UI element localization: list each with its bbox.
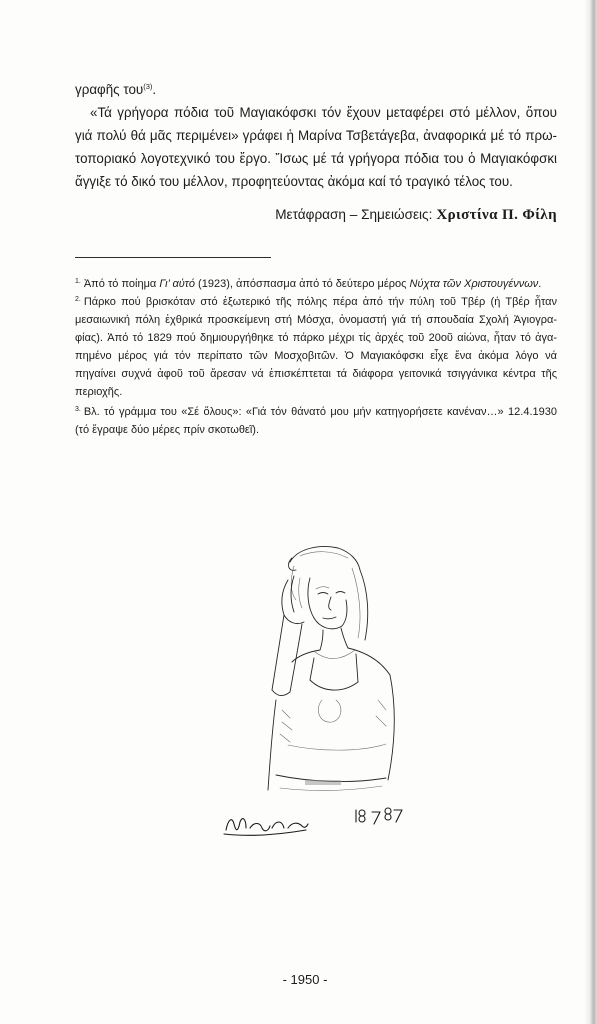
- faint-stamp-mark: [305, 780, 341, 785]
- footnote-line-text: Βλ. τό γράμμα του «Σέ ὅλους»: «Γιά τόν θάνατό μου μήν κατηγορήσετε κανέναν…» 12.4.1930: [83, 406, 557, 418]
- hair-top-stroke: [290, 547, 360, 570]
- brow-stroke: [316, 587, 329, 589]
- footnote-marker: 1.: [75, 278, 81, 285]
- footnote-marker: 2.: [75, 296, 81, 303]
- footnote-1: [75, 275, 557, 293]
- face-left-contour: [308, 578, 314, 618]
- footnote-reference-3: (3): [143, 82, 153, 91]
- signature-stroke: [226, 819, 246, 830]
- elbow-stroke: [272, 690, 290, 696]
- credit-label: Μετάφραση – Σημειώσεις:: [275, 207, 433, 222]
- footnote-line: φίας). Ἀπό τό 1829 πού δημιουργήθηκε τό πάρκο μέχρι τίς ἀρχές τοῦ 20οῦ αἰώνα, ἦταν τό ἀγα-: [75, 332, 557, 344]
- hair-right-strand: [360, 570, 368, 640]
- credit-name: Χριστίνα Π. Φίλη: [436, 207, 557, 223]
- forearm-outer-stroke: [272, 615, 284, 690]
- footnote-line: [75, 293, 557, 311]
- waist-stroke: [288, 744, 386, 750]
- hatch-stroke: [376, 716, 386, 726]
- face-jaw-contour: [314, 600, 347, 629]
- shoulder-right-stroke: [348, 648, 390, 675]
- footnote-line: περιοχῆς.: [75, 386, 123, 398]
- signature-stroke: [272, 822, 284, 828]
- hair-top-inner-stroke: [300, 552, 348, 558]
- sketch-hair: [289, 547, 368, 640]
- scan-edge-shadow: [584, 0, 597, 1024]
- date-digit-stroke: [359, 810, 365, 822]
- sketch-face: [308, 578, 347, 629]
- palm-stroke: [284, 615, 304, 624]
- footnote-rule: [75, 257, 271, 258]
- hatch-stroke: [282, 710, 290, 718]
- hatch-stroke: [378, 700, 386, 710]
- footnote-line: (τό ἔγραψε δύο μέρες πρίν σκοτωθεῖ).: [75, 424, 260, 436]
- footnote-text: Ἀπό τό ποίημα: [83, 278, 160, 290]
- hair-right-strand: [352, 568, 360, 638]
- footnote-line: πηγαίνει συχνά ἀφοῦ τοῦ ἄρεσαν νά ἐπισκέπτεται τά διάφορα γειτονικά τσιγγάνικα κέντρα τῆς: [75, 368, 557, 380]
- strap-left-stroke: [310, 658, 314, 680]
- strap-right-stroke: [356, 654, 358, 682]
- hatch-stroke: [282, 722, 292, 730]
- footnote-line: πημένο μέρος γιά τόν περίπατο τῶν Μοσχοβιτῶν. Ὁ Μαγιακόφσκι εἶχε ἕνα ἀκόμα λόγο νά: [75, 350, 557, 362]
- body-paragraph: [75, 101, 557, 193]
- mouth-stroke: [323, 617, 336, 619]
- neck-right-stroke: [341, 628, 348, 648]
- date-digit-stroke: [372, 812, 380, 824]
- torso-right-contour: [388, 675, 394, 780]
- lap-stroke: [280, 786, 382, 791]
- paragraph-line: ἄγγιξε τό δικό του μέλλον, προφητεύοντας ἀκόμα καί τό τραγικό τέλος του.: [75, 174, 513, 189]
- paragraph-line: γιά πολύ θά μᾶς περιμένει» γράφει ἡ Μαρίνα Τσβετάγεβα, ἀναφορικά μέ τό πρω-: [75, 128, 557, 143]
- collar-stroke: [315, 650, 355, 659]
- eye-left-stroke: [318, 593, 328, 595]
- chest-stroke: [318, 700, 341, 722]
- footnote-text: (1923), ἀπόσπασμα ἀπό τό δεύτερο μέρος: [195, 278, 410, 290]
- hair-curl-stroke: [289, 558, 296, 570]
- paragraph-line: τοποριακό λογοτεχνικό του ἔργο. Ἴσως μέ τά γρήγορα πόδια του ὁ Μαγιακόφσκι: [75, 151, 557, 166]
- finger-stroke: [299, 578, 302, 608]
- footnote-line: [75, 403, 557, 421]
- continuation-line: [75, 78, 156, 101]
- footnote-line-text: Πάρκο πού βρισκόταν στό ἐξωτερικό τῆς πόλης πέρα ἀπό τήν πύλη τοῦ Τβέρ (ἡ Τβέρ ἦταν: [83, 296, 557, 308]
- neck-left-stroke: [320, 630, 323, 650]
- date-digit-stroke: [385, 808, 391, 820]
- finger-stroke: [282, 580, 288, 615]
- footnote-line: μεσαιωνική πόλη ἐχθρικά προσκείμενη στή Μόσχα, ὀνομαστή γιά τή σπουδαία Σχολή Ἁγιογρα-: [75, 314, 557, 326]
- page-number: - 1950 -: [282, 972, 328, 987]
- footnote-2: [75, 293, 557, 401]
- footnotes: [75, 275, 557, 439]
- footnote-text: .: [538, 278, 542, 290]
- handwritten-date: [356, 808, 402, 824]
- signature-stroke: [250, 824, 270, 831]
- footnote-3: [75, 403, 557, 439]
- nose-stroke: [329, 597, 331, 610]
- eye-right-stroke: [336, 592, 345, 594]
- neckline-stroke: [310, 680, 358, 690]
- translation-credit: [75, 203, 557, 227]
- continuation-end: .: [152, 82, 157, 97]
- hatch-stroke: [280, 734, 290, 742]
- footnote-italic-title: Γι’ αὐτό: [159, 278, 195, 290]
- forearm-inner-stroke: [290, 624, 302, 692]
- footnote-marker: 3.: [75, 406, 81, 413]
- sketch-hand-arm: [272, 576, 304, 696]
- artist-signature: [224, 819, 308, 836]
- continuation-text: γραφῆς του: [75, 82, 144, 97]
- footnote-italic-title: Νύχτα τῶν Χριστουγέννων: [409, 278, 539, 290]
- signature-stroke: [288, 823, 308, 828]
- date-digit-stroke: [394, 810, 402, 822]
- torso-left-contour: [268, 700, 276, 790]
- portrait-sketch: [210, 540, 410, 840]
- sketch-body: [268, 628, 394, 791]
- paragraph-line: «Τά γρήγορα πόδια τοῦ Μαγιακόφσκι τόν ἔχουν μεταφέρει στό μέλλον, ὅπου: [90, 105, 557, 120]
